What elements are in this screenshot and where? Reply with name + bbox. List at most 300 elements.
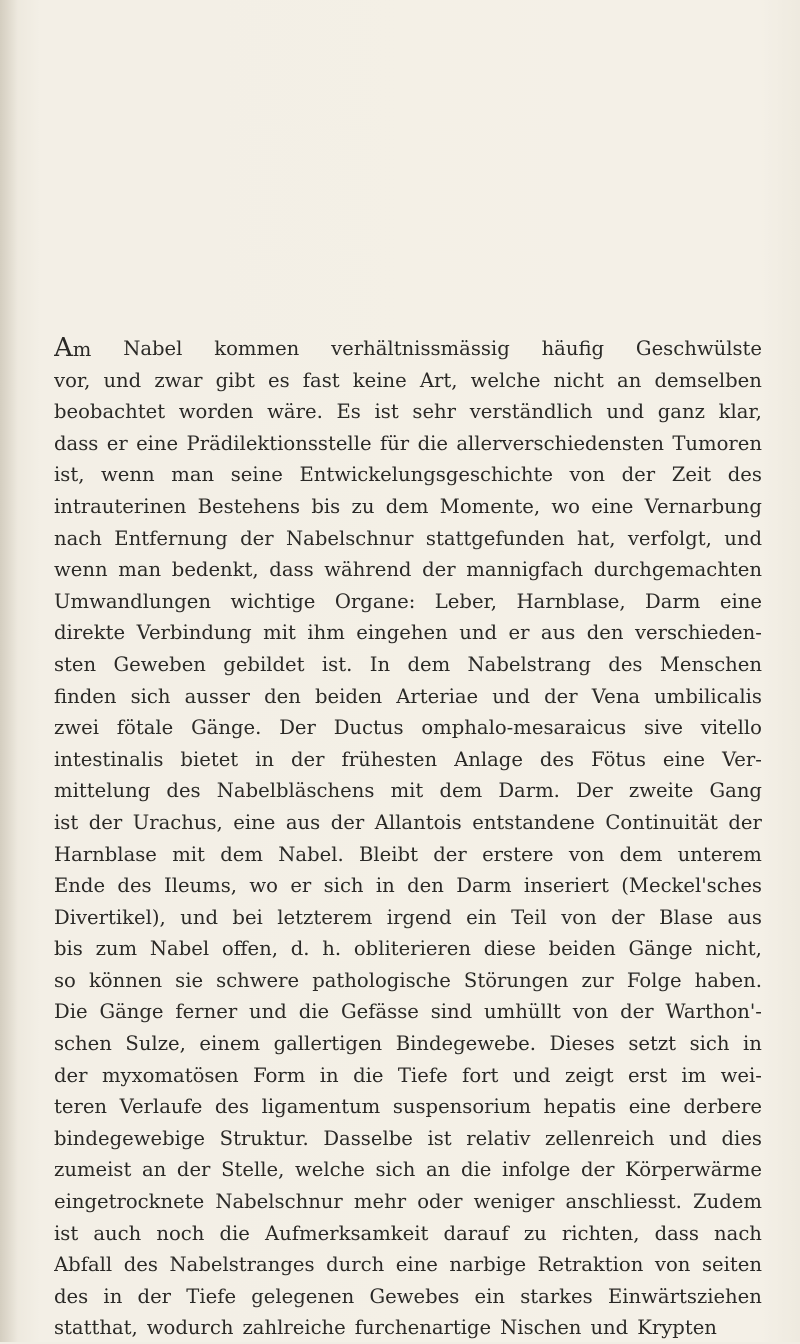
word: an [617, 368, 642, 392]
word: schen [54, 1032, 112, 1056]
word: hat, [577, 526, 616, 550]
text-line [54, 1186, 762, 1218]
word: Continuität [605, 810, 718, 834]
word: aus [540, 621, 576, 645]
word: fort [462, 1063, 499, 1087]
word: Verbindung [136, 621, 252, 645]
word: von [569, 463, 606, 487]
word: Teil [511, 905, 547, 929]
word: ihm [307, 621, 345, 645]
word: Struktur. [219, 1126, 309, 1150]
word: so [54, 968, 76, 992]
word: häufig [541, 337, 605, 360]
word: wo [551, 494, 580, 518]
word: die [417, 431, 448, 455]
word: sehr [412, 400, 457, 424]
word: ein [474, 1284, 505, 1308]
word: Verlaufe [119, 1095, 203, 1119]
word: zwar [154, 368, 203, 392]
word: welche [294, 1158, 365, 1182]
word: (Meckel'sches [621, 874, 762, 898]
word: der [137, 1284, 172, 1308]
word: wo [249, 874, 278, 898]
word: man [118, 558, 162, 582]
word: Form [253, 1063, 306, 1087]
word: der [580, 1158, 615, 1182]
word: Krypten [637, 1316, 717, 1340]
word: und [606, 400, 645, 424]
word: Zeit [671, 463, 712, 487]
word: ist. [321, 652, 353, 676]
word: zu [523, 1221, 547, 1245]
word: des [539, 747, 575, 771]
word: Abfall [54, 1253, 113, 1277]
word: gebildet [223, 652, 305, 676]
word: mittelung [54, 779, 151, 803]
word: finden [54, 684, 117, 708]
word: bis [311, 494, 341, 518]
word: verschieden- [634, 621, 762, 645]
word: Tumoren [672, 431, 762, 455]
word: den [264, 684, 301, 708]
word: Geweben [113, 652, 206, 676]
word: in [743, 1032, 762, 1056]
word: und [103, 368, 142, 392]
word: ist [54, 810, 79, 834]
word: dass [269, 558, 314, 582]
word: des [608, 652, 643, 676]
word: verfolgt, [627, 526, 712, 550]
text-line [54, 996, 762, 1028]
text-line [54, 1060, 762, 1092]
word: eingetrocknete [54, 1190, 205, 1214]
word: oder [417, 1190, 463, 1214]
page-edge-shadow [0, 0, 18, 1342]
word: dass [54, 431, 99, 455]
body-text [54, 333, 762, 1344]
word: keine [352, 368, 407, 392]
word: sich [130, 684, 171, 708]
word: Sulze, [125, 1032, 186, 1056]
word: Nabel [149, 937, 210, 961]
text-line [54, 1028, 762, 1060]
word: mehr [353, 1190, 407, 1214]
word: Störungen [463, 968, 569, 992]
word: zellenreich [545, 1126, 655, 1150]
word: dem [439, 779, 483, 803]
word: zur [581, 968, 614, 992]
word: Leber, [434, 589, 497, 613]
word: pathologische [312, 968, 451, 992]
word: frühesten [341, 747, 438, 771]
word: durch [326, 1253, 385, 1277]
word: bedenkt, [171, 558, 259, 582]
word: der [422, 558, 456, 582]
word: eine [136, 431, 179, 455]
word: sich [689, 1032, 730, 1056]
word: Nabelschnur [215, 1190, 343, 1214]
word: bindegewebige [54, 1126, 206, 1150]
word: Bleibt [359, 842, 418, 866]
word: d. [290, 937, 310, 961]
word: erst [628, 1063, 667, 1087]
text-line [54, 681, 762, 713]
word: Nabel. [278, 842, 344, 866]
word: aus [285, 810, 321, 834]
word: relativ [466, 1126, 531, 1150]
word: in [375, 874, 395, 898]
word: Nabelschnur [286, 526, 414, 550]
word: nicht [553, 368, 604, 392]
word: gelegenen [251, 1284, 355, 1308]
word: zweite [628, 779, 694, 803]
word: myxomatösen [101, 1063, 239, 1087]
word: der [544, 684, 578, 708]
word: der [54, 1063, 88, 1087]
word: der [611, 905, 645, 929]
word: Es [336, 400, 361, 424]
word: auch [93, 1221, 142, 1245]
word: bis [54, 937, 83, 961]
text-line [54, 839, 762, 871]
word: und [590, 1316, 629, 1340]
word: Retraktion [537, 1253, 644, 1277]
word: der [240, 526, 274, 550]
word: Gänge [628, 937, 693, 961]
word: es [267, 368, 290, 392]
word: aus [727, 905, 762, 929]
word: Geschwülste [635, 337, 762, 360]
word: nicht, [705, 937, 762, 961]
word: Nischen [500, 1316, 582, 1340]
word: während [324, 558, 412, 582]
text-line [54, 870, 762, 902]
word: ligamentum [261, 1095, 381, 1119]
word: an [426, 1158, 451, 1182]
word: wichtige [230, 589, 316, 613]
text-line [54, 365, 762, 397]
word: intestinalis [54, 747, 164, 771]
word: eine [395, 1253, 438, 1277]
word: stattgefunden [425, 526, 565, 550]
word: und [459, 621, 497, 645]
text-line [54, 523, 762, 555]
text-line [54, 1154, 762, 1186]
word: nach [54, 526, 102, 550]
word: sich [375, 1158, 416, 1182]
word: den [407, 874, 444, 898]
word: des [166, 779, 201, 803]
text-line [54, 712, 762, 744]
word: der [728, 810, 762, 834]
word: statthat, [54, 1316, 138, 1340]
word: Nabelstrang [467, 652, 591, 676]
word: dem [619, 842, 663, 866]
word: haben. [694, 968, 762, 992]
word: zu [351, 494, 375, 518]
word: Gang [709, 779, 762, 803]
text-line [54, 1249, 762, 1281]
word: Nabelstranges [169, 1253, 315, 1277]
word: in [255, 747, 275, 771]
word: Zudem [692, 1190, 762, 1214]
word: ist, [54, 463, 85, 487]
word: starkes [520, 1284, 593, 1308]
word: Stelle, [221, 1158, 285, 1182]
word: direkte [54, 621, 126, 645]
word: Tiefe [186, 1284, 237, 1308]
text-line [54, 396, 762, 428]
word: inseriert [523, 874, 609, 898]
word: Art, [419, 368, 458, 392]
word: offen, [221, 937, 279, 961]
word: Bindegewebe. [395, 1032, 536, 1056]
text-line [54, 333, 762, 365]
word: Folge [626, 968, 682, 992]
word: Dieses [549, 1032, 615, 1056]
word: des [214, 1095, 250, 1119]
word: h. [322, 937, 342, 961]
word: anschliesst. [565, 1190, 682, 1214]
word: beiden [548, 937, 616, 961]
word: Divertikel), [54, 905, 166, 929]
word: umbilicalis [654, 684, 762, 708]
word: die [460, 1158, 492, 1182]
word: klar, [718, 400, 762, 424]
text-line [54, 807, 762, 839]
word: ganz [657, 400, 705, 424]
word: verständlich [469, 400, 593, 424]
word: und [249, 1000, 287, 1024]
word: Aufmerksamkeit [265, 1221, 429, 1245]
word: von [561, 905, 597, 929]
word: ein [466, 905, 497, 929]
word: wenn [101, 463, 155, 487]
word: Körperwärme [625, 1158, 762, 1182]
word: Die [54, 1000, 88, 1024]
word: den [586, 621, 624, 645]
word: der [291, 747, 325, 771]
word: sie [175, 968, 204, 992]
word: Tiefe [397, 1063, 448, 1087]
word: die [353, 1063, 384, 1087]
word: man [171, 463, 215, 487]
word: Organe: [334, 589, 416, 613]
word: obliterieren [353, 937, 472, 961]
word: vitello [700, 716, 762, 740]
word: und [724, 526, 762, 550]
word: bietet [180, 747, 239, 771]
word: der [620, 1000, 654, 1024]
word: nach [714, 1221, 762, 1245]
word: Urachus, [132, 810, 223, 834]
word: ist [427, 1126, 452, 1150]
word: Darm. [498, 779, 560, 803]
word: Gewebes [369, 1284, 460, 1308]
word: fötale [116, 716, 174, 740]
word: sich [323, 874, 364, 898]
word: er [290, 874, 312, 898]
word: der [621, 463, 656, 487]
word: irgend [386, 905, 452, 929]
word: Entfernung [114, 526, 228, 550]
word: ist [54, 1221, 79, 1245]
word: von [654, 1253, 691, 1277]
word: suspensorium [392, 1095, 531, 1119]
word: wäre. [267, 400, 323, 424]
word: Entwickelungsgeschichte [299, 463, 553, 487]
word: wenn [54, 558, 108, 582]
word: kommen [214, 337, 300, 360]
word: können [88, 968, 163, 992]
word: Allantois [374, 810, 462, 834]
word: zum [95, 937, 138, 961]
word: Gänge. [191, 716, 262, 740]
text-line [54, 617, 762, 649]
word: die [298, 1000, 330, 1024]
word: dass [654, 1221, 699, 1245]
word: der [176, 1158, 211, 1182]
word: ist [374, 400, 399, 424]
word: eingehen [356, 621, 448, 645]
text-line [54, 902, 762, 934]
word: vor, [54, 368, 91, 392]
word: letzterem [277, 905, 373, 929]
word: Blase [659, 905, 714, 929]
text-line [54, 1218, 762, 1250]
word: Anlage [454, 747, 523, 771]
word: eine [719, 589, 762, 613]
word: Dasselbe [323, 1126, 413, 1150]
word: Ver- [721, 747, 762, 771]
word: zumeist [54, 1158, 132, 1182]
word: richten, [561, 1221, 640, 1245]
word: gibt [215, 368, 255, 392]
word: eine [591, 494, 634, 518]
word: Umwandlungen [54, 589, 211, 613]
word: intrauterinen [54, 494, 187, 518]
word: gallertigen [273, 1032, 383, 1056]
word: Bestehens [197, 494, 301, 518]
word: Vena [591, 684, 641, 708]
word: verhältnissmässig [331, 337, 510, 360]
word: bei [232, 905, 263, 929]
word: Nabel [123, 337, 183, 360]
word: welche [470, 368, 541, 392]
word: entstandene [472, 810, 595, 834]
word: der [88, 810, 123, 834]
word: zahlreiche [242, 1316, 346, 1340]
initial-letter: A [54, 333, 73, 363]
word: an [141, 1158, 167, 1182]
word: Nabelbläschens [216, 779, 375, 803]
word: und [512, 1063, 551, 1087]
word: Harnblase [54, 842, 157, 866]
word: setzt [628, 1032, 677, 1056]
word: infolge [502, 1158, 571, 1182]
word: diese [483, 937, 536, 961]
word: mit [172, 842, 205, 866]
word: und [669, 1126, 707, 1150]
word: im [681, 1063, 707, 1087]
word: seiten [701, 1253, 762, 1277]
word: Gefässe [340, 1000, 419, 1024]
text-line [54, 491, 762, 523]
word: erstere [482, 842, 554, 866]
word: dem [220, 842, 263, 866]
word: mit [390, 779, 424, 803]
word: er [106, 431, 128, 455]
word: eine [628, 1095, 671, 1119]
word: Ileums, [163, 874, 238, 898]
word: Fötus [591, 747, 646, 771]
text-line [54, 459, 762, 491]
word: sive [643, 716, 683, 740]
word: Der [279, 716, 316, 740]
word: Vernarbung [644, 494, 762, 518]
text-line [54, 965, 762, 997]
word: dies [721, 1126, 762, 1150]
word: dem [385, 494, 429, 518]
word: er [508, 621, 530, 645]
word: Darm [456, 874, 512, 898]
text-line [54, 775, 762, 807]
text-line [54, 554, 762, 586]
word: dem [407, 652, 451, 676]
text-line [54, 744, 762, 776]
word: Arteriae [396, 684, 479, 708]
word: beiden [314, 684, 383, 708]
word: Ductus [333, 716, 404, 740]
word: furchenartige [354, 1316, 492, 1340]
word: seine [230, 463, 283, 487]
text-line [54, 586, 762, 618]
word: Am [54, 333, 92, 363]
word: in [319, 1063, 339, 1087]
word: wodurch [146, 1316, 234, 1340]
word: von [572, 1000, 609, 1024]
text-line [54, 1091, 762, 1123]
word: zeigt [565, 1063, 614, 1087]
word: mit [263, 621, 296, 645]
text-line [54, 933, 762, 965]
word: sind [430, 1000, 473, 1024]
word: Der [576, 779, 613, 803]
word: teren [54, 1095, 108, 1119]
word: für [379, 431, 410, 455]
word: Darm [645, 589, 701, 613]
word: schwere [216, 968, 300, 992]
word: derbere [683, 1095, 762, 1119]
word: Ende [54, 874, 106, 898]
word: sten [54, 652, 97, 676]
word: fast [302, 368, 340, 392]
word: die [219, 1221, 250, 1245]
word: und [180, 905, 218, 929]
word: Einwärtsziehen [607, 1284, 762, 1308]
word: ausser [184, 684, 250, 708]
text-line [54, 1281, 762, 1313]
word: des [117, 874, 152, 898]
word: weniger [473, 1190, 555, 1214]
word: in [103, 1284, 123, 1308]
word: Momente, [439, 494, 541, 518]
word: omphalo-mesaraicus [421, 716, 627, 740]
word: Prädilektionsstelle [186, 431, 372, 455]
word: des [54, 1284, 89, 1308]
word: umhüllt [484, 1000, 561, 1024]
word: mannigfach [466, 558, 584, 582]
